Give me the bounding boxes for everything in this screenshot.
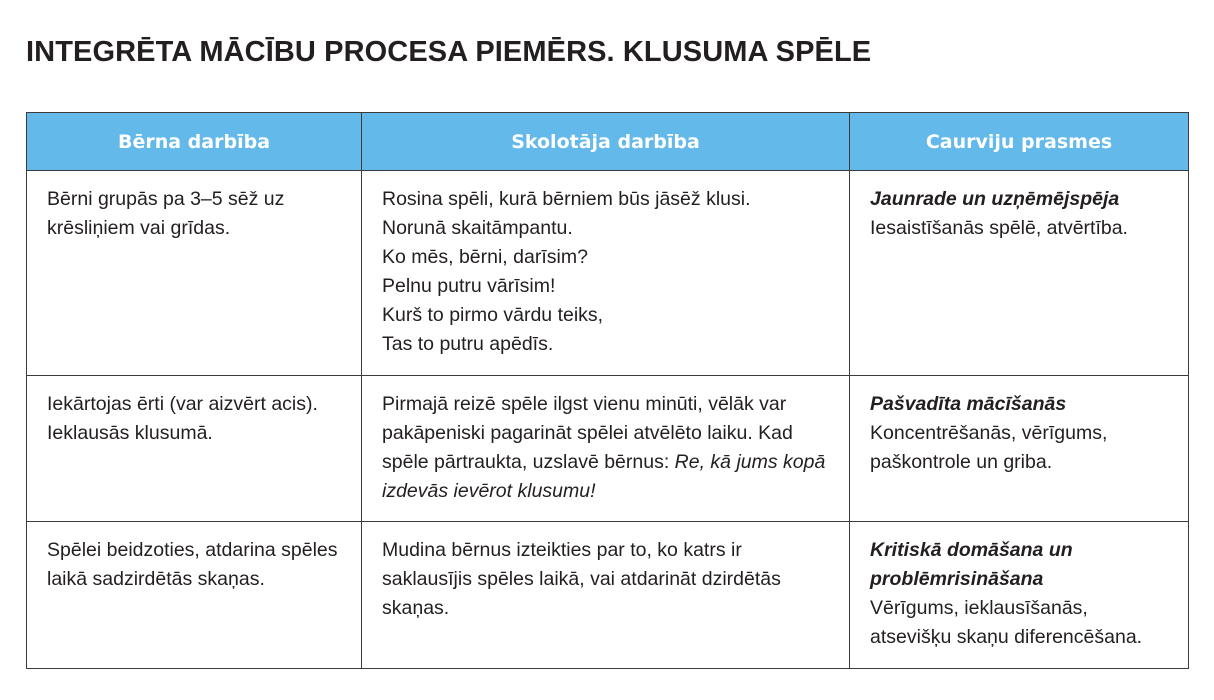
skills-cell <box>850 522 1189 669</box>
rhyme-line: Pelnu putru vārīsim! <box>382 275 556 297</box>
skill-text: Iesaistīšanās spēlē, atvērtība. <box>870 217 1128 239</box>
table-row <box>27 171 1189 376</box>
header-teacher-activity: Skolotāja darbība <box>362 113 850 171</box>
child-activity-text: Spēlei beidzoties, atdarina spēles laikā sadzirdētās skaņas. <box>47 539 338 590</box>
activity-table <box>26 112 1189 669</box>
child-activity-text: Bērni grupās pa 3–5 sēž uz krēsliņiem vai grīdas. <box>47 188 285 239</box>
header-transversal-skills: Caurviju prasmes <box>850 113 1189 171</box>
skill-title: Jaunrade un uzņēmējspēja <box>870 188 1120 210</box>
table-header-row <box>27 113 1189 171</box>
skill-text: Koncentrēšanās, vērīgums, paškontrole un griba. <box>870 422 1108 473</box>
teacher-activity-cell <box>362 171 850 376</box>
skills-cell <box>850 376 1189 522</box>
child-activity-cell <box>27 171 362 376</box>
teacher-activity-text: Pirmajā reizē spēle ilgst vienu minūti, vēlāk var pakāpeniski pagarināt spēlei atvēlēto laiku. Kad spēle pārtraukta, uzslavē bērnus: <box>382 393 793 473</box>
child-activity-text: Iekārtojas ērti (var aizvērt acis). Ieklausās klusumā. <box>47 393 318 444</box>
teacher-line: Rosina spēli, kurā bērniem būs jāsēž klusi. <box>382 188 751 210</box>
child-activity-cell <box>27 376 362 522</box>
praise-quote: Re, kā jums kopā izdevās ievērot klusumu! <box>382 451 826 502</box>
skill-text: Vērīgums, ieklausīšanās, atsevišķu skaņu diferencēšana. <box>870 597 1143 648</box>
skill-title: Pašvadīta mācīšanās <box>870 393 1067 415</box>
page-title: INTEGRĒTA MĀCĪBU PROCESA PIEMĒRS. KLUSUMA SPĒLE <box>26 36 872 68</box>
table-row <box>27 522 1189 669</box>
rhyme-line: Tas to putru apēdīs. <box>382 333 554 355</box>
skill-title: Kritiskā domāšana un problēmrisināšana <box>870 539 1073 590</box>
rhyme-line: Kurš to pirmo vārdu teiks, <box>382 304 604 326</box>
teacher-activity-text: Mudina bērnus izteikties par to, ko katrs ir saklausījis spēles laikā, vai atdarināt dzirdētās skaņas. <box>382 539 781 619</box>
teacher-activity-cell <box>362 376 850 522</box>
teacher-line: Norunā skaitāmpantu. <box>382 217 573 239</box>
teacher-activity-cell <box>362 522 850 669</box>
child-activity-cell <box>27 522 362 669</box>
rhyme-line: Ko mēs, bērni, darīsim? <box>382 246 588 268</box>
skills-cell <box>850 171 1189 376</box>
table-row <box>27 376 1189 522</box>
header-child-activity: Bērna darbība <box>27 113 362 171</box>
